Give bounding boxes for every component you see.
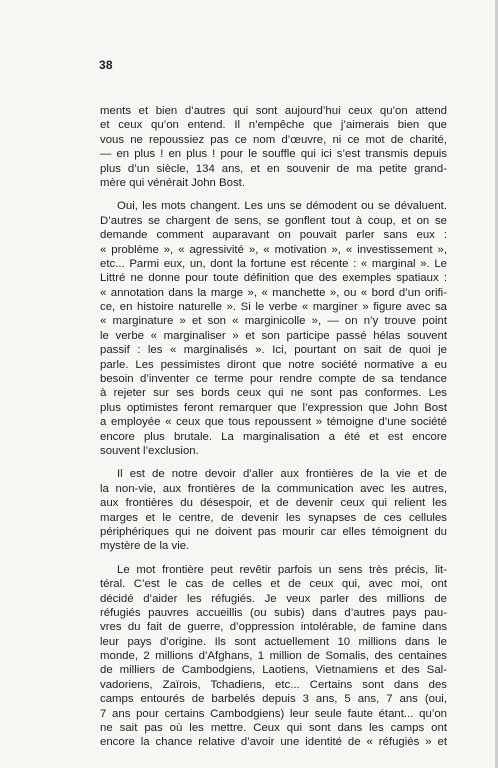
text-line: encore la chance relative d’avoir une identité de « réfugiés » et [100,736,447,749]
text-line: besoin d’inventer ce terme pour rendre compte de sa tendance [100,373,447,386]
page-number: 38 [99,58,113,72]
text-line: monde, 2 millions d’Afghans, 1 million de Somalis, des centaines [100,650,447,663]
text-line: Oui, les mots changent. Les uns se démodent ou se dévaluent. [117,200,447,213]
text-line: plus d’un siècle, 134 ans, et en souvenir de ma petite grand- [100,162,447,175]
text-line: à rejeter sur ses bords ceux qui ne sont pas conformes. Les [100,387,447,400]
text-line: la non-vie, aux frontières de la communication avec les autres, [100,482,447,495]
text-line: ne sait pas où les mettre. Ceux qui sont dans les camps ont [100,722,447,735]
text-line: le verbe « marginaliser » et son participe passé hélas souvent [100,329,447,342]
text-line: vres du fait de guerre, d’oppression intolérable, de famine dans [100,621,447,634]
text-line: marges et le centre, de devenir les synapses de ces cellules [100,511,447,524]
text-line: et ceux qu’on entend. Il n’empêche que j’aimerais bien que [100,119,447,132]
paragraph-2 [100,199,447,458]
text-line: Il est de notre devoir d’aller aux frontières de la vie et de [117,468,447,481]
text-line: Littré ne donne pour toute définition que des exemples spatiaux : [100,272,447,285]
text-line: aux frontières du désespoir, et de devenir ceux qui relient les [100,497,447,510]
text-line: 7 ans pour certains Cambodgiens) leur seule faute étant... qu’on [100,707,447,720]
text-line: mère qui vénérait John Bost. [100,176,245,189]
text-line: ce, en histoire naturelle ». Si le verbe « marginer » figure avec sa [100,301,447,314]
text-line: téral. C’est le cas de celles et de ceux qui, avec moi, ont [100,578,447,591]
paragraph-4 [100,563,447,750]
text-line: réfugiés pauvres accueillis (ou subis) dans d’autres pays pau- [100,606,447,619]
text-line: « annotation dans la marge », « manchette », ou « bord d’un orifi- [100,286,447,299]
text-line: périphériques qui ne doivent pas mourir car elles témoignent du [100,525,447,538]
text-line: D’autres se chargent de sens, se gonflent tout à coup, et on se [100,214,447,227]
text-line: demande comment auparavant on pouvait parler sans eux : [100,229,447,242]
text-line: leur pays d’origine. Ils sont actuellement 10 millions dans le [100,635,447,648]
text-line: parle. Les pessimistes diront que notre société normative a eu [100,358,447,371]
text-line: vous ne repoussiez pas ce nom d’œuvre, ni ce mot de charité, [100,133,447,146]
text-line: « marginature » et son « marginicolle », — on n’y trouve point [100,315,447,328]
paragraph-3 [100,467,447,553]
text-line: vadoriens, Zaïrois, Tchadiens, etc... Certains sont dans des [100,678,447,691]
text-line: Le mot frontière peut revêtir parfois un sens très précis, lit- [117,563,447,576]
text-line: souvent l’exclusion. [100,444,199,457]
body-text [100,104,447,761]
text-line: mystère de la vie. [100,540,190,553]
text-line: encore plus brutale. La marginalisation a été et est encore [100,430,447,443]
paragraph-1 [100,104,447,190]
text-line: camps entourés de barbelés depuis 3 ans, 5 ans, 7 ans (oui, [100,693,447,706]
text-line: etc... Parmi eux, un, dont la fortune est récente : « marginal ». Le [100,257,447,270]
text-line: passif : les « marginalisés ». Ici, pourtant on sait de quoi je [100,344,447,357]
text-line: décidé d’aider les réfugiés. Je veux parler des millions de [100,592,447,605]
text-line: de milliers de Cambodgiens, Laotiens, Vietnamiens et des Sal- [100,664,447,677]
text-line: « problème », « agressivité », « motivation », « investissement », [100,243,447,256]
text-line: ments et bien d’autres qui sont aujourd’hui ceux qu’on attend [100,105,447,117]
text-line: plus optimistes feront remarquer que l’expression que John Bost [100,401,447,414]
text-line: a employée « ceux que tous repoussent » témoigne d’une société [100,416,447,429]
text-line: — en plus ! en plus ! pour le souffle qui ici s’est transmis depuis [100,148,447,161]
